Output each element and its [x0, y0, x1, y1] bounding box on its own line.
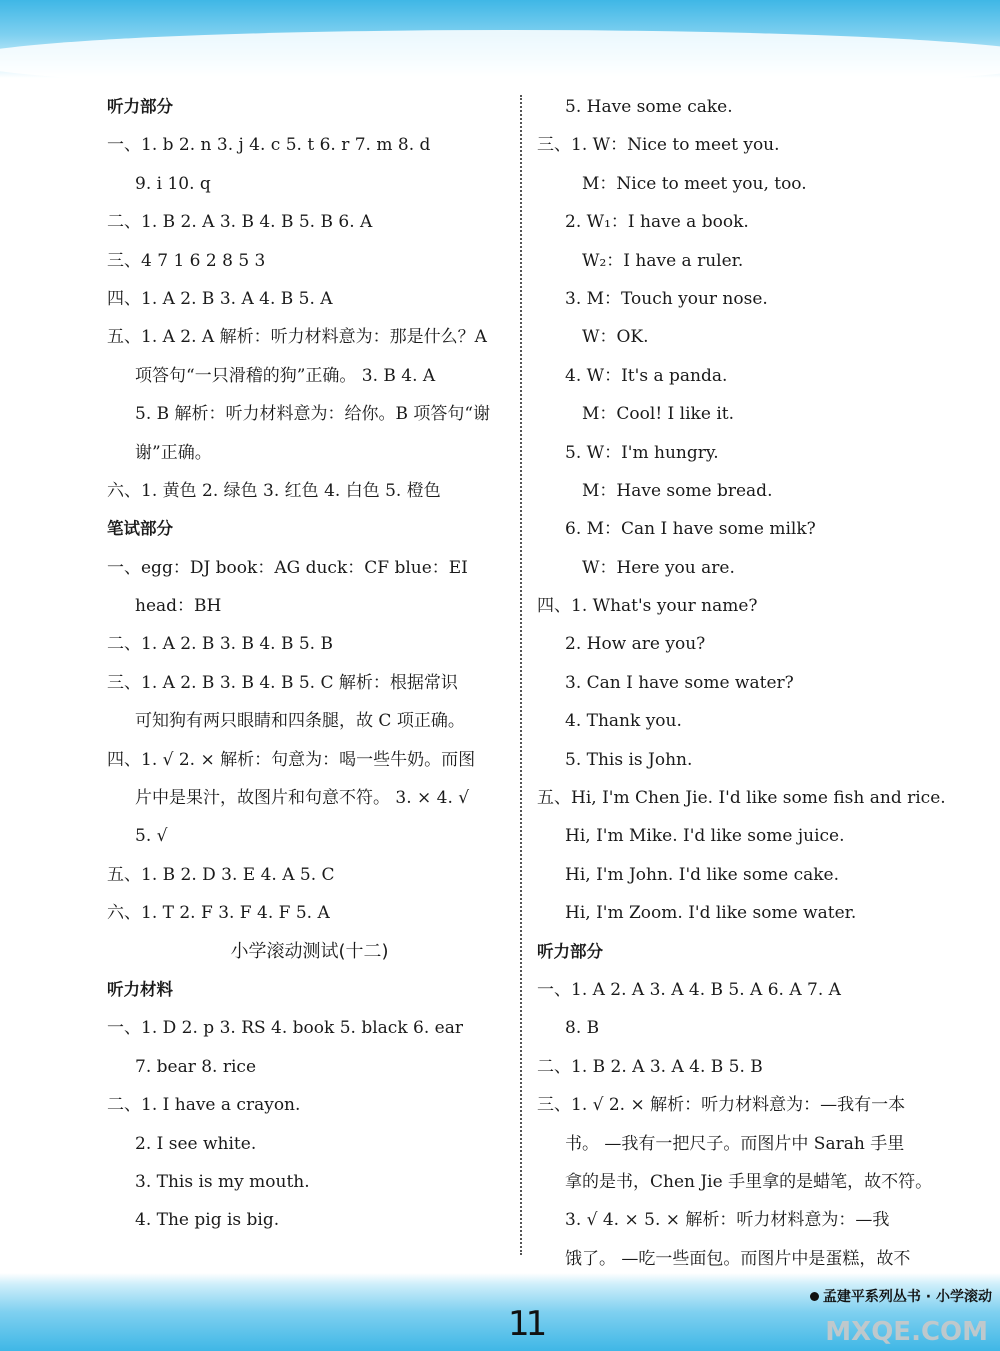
answer-line: 四、1. What's your name?	[537, 596, 758, 617]
answer-line: M：Nice to meet you, too.	[582, 173, 807, 194]
answer-line: 3. M：Touch your nose.	[565, 288, 768, 309]
answer-line: 四、1. A 2. B 3. A 4. B 5. A	[107, 288, 333, 309]
answer-line: 5. Have some cake.	[565, 97, 733, 117]
answer-line: 五、1. B 2. D 3. E 4. A 5. C	[107, 864, 335, 885]
answer-line: head：BH	[135, 596, 222, 617]
answer-line: 5. B 解析：听力材料意为：给你。B 项答句“谢	[135, 404, 491, 425]
answer-line: Hi, I'm Zoom. I'd like some water.	[565, 903, 857, 924]
answer-line: 2. How are you?	[565, 634, 706, 655]
answer-line: 一、1. A 2. A 3. A 4. B 5. A 6. A 7. A	[537, 979, 841, 1000]
answer-line: 9. i 10. q	[135, 173, 211, 194]
wave-decoration	[0, 30, 1000, 90]
answer-line: 五、Hi, I'm Chen Jie. I'd like some fish and rice.	[537, 788, 946, 809]
answer-line: 片中是果汁，故图片和句意不符。 3. × 4. √	[135, 788, 470, 809]
answer-line: 5. √	[135, 826, 168, 847]
column-divider	[520, 95, 522, 1255]
section-heading: 笔试部分	[107, 519, 173, 539]
answer-line: 8. B	[565, 1018, 600, 1039]
watermark: MXQE.COM	[825, 1317, 988, 1347]
answer-line: 3. Can I have some water?	[565, 672, 794, 693]
bullet-icon	[810, 1292, 819, 1301]
answer-line: W：Here you are.	[582, 557, 735, 578]
answer-line: 3. This is my mouth.	[135, 1171, 310, 1192]
answer-line: 二、1. B 2. A 3. B 4. B 5. B 6. A	[107, 212, 373, 233]
top-decorative-band	[0, 0, 1000, 78]
answer-line: M：Have some bread.	[582, 480, 773, 501]
answer-line: 4. Thank you.	[565, 711, 682, 732]
right-column	[537, 88, 957, 1278]
answer-line: 2. I see white.	[135, 1133, 257, 1154]
answer-line: Hi, I'm John. I'd like some cake.	[565, 864, 840, 885]
answer-line: M：Cool! I like it.	[582, 404, 734, 425]
series-text: 孟建平系列丛书 · 小学滚动	[822, 1289, 992, 1305]
answer-line: 五、1. A 2. A 解析：听力材料意为：那是什么？A	[107, 327, 487, 348]
answer-line: 5. This is John.	[565, 749, 693, 770]
answer-line: 2. W₁：I have a book.	[565, 212, 749, 233]
answer-line: 项答句“一只滑稽的狗”正确。 3. B 4. A	[135, 365, 436, 386]
page-number: 11	[508, 1304, 544, 1344]
answer-line: 4. W：It's a panda.	[565, 365, 728, 386]
answer-line: 二、1. B 2. A 3. A 4. B 5. B	[537, 1056, 763, 1077]
answer-line: 可知狗有两只眼睛和四条腿，故 C 项正确。	[135, 711, 465, 732]
answer-line: 拿的是书，Chen Jie 手里拿的是蜡笔，故不符。	[565, 1171, 933, 1192]
answer-line: W₂：I have a ruler.	[582, 250, 744, 271]
answer-line: 四、1. √ 2. × 解析：句意为：喝一些牛奶。而图	[107, 749, 476, 770]
answer-line: 一、1. D 2. p 3. RS 4. book 5. black 6. ear	[107, 1018, 463, 1039]
answer-line: 二、1. A 2. B 3. B 4. B 5. B	[107, 634, 333, 655]
answer-line: 六、1. 黄色 2. 绿色 3. 红色 4. 白色 5. 橙色	[107, 480, 441, 501]
answer-line: 谢”正确。	[135, 442, 212, 463]
left-column	[107, 88, 512, 1240]
section-heading: 听力部分	[107, 97, 173, 116]
section-heading: 听力部分	[537, 941, 603, 961]
answer-line: W：OK.	[582, 327, 649, 348]
answer-line: 六、1. T 2. F 3. F 4. F 5. A	[107, 903, 330, 924]
answer-line: 三、1. W：Nice to meet you.	[537, 135, 780, 156]
answer-line: 4. The pig is big.	[135, 1210, 280, 1231]
answer-line: 6. M：Can I have some milk?	[565, 519, 816, 540]
series-label	[810, 1286, 992, 1306]
section-heading: 听力材料	[107, 979, 173, 999]
answer-line: 5. W：I'm hungry.	[565, 442, 719, 463]
answer-line: 饿了。 —吃一些面包。而图片中是蛋糕，故不	[565, 1248, 911, 1269]
answer-line: 7. bear 8. rice	[135, 1056, 257, 1077]
answer-line: 三、1. A 2. B 3. B 4. B 5. C 解析：根据常识	[107, 672, 458, 693]
answer-line: 三、1. √ 2. × 解析：听力材料意为：—我有一本	[537, 1095, 906, 1116]
answer-line: 一、egg：DJ book：AG duck：CF blue：EI	[107, 557, 468, 578]
answer-line: 三、4 7 1 6 2 8 5 3	[107, 250, 266, 271]
section-heading: 小学滚动测试(十二)	[230, 940, 389, 962]
answer-line: 一、1. b 2. n 3. j 4. c 5. t 6. r 7. m 8. d	[107, 135, 431, 156]
answer-line: 3. √ 4. × 5. × 解析：听力材料意为：—我	[565, 1210, 890, 1231]
answer-line: Hi, I'm Mike. I'd like some juice.	[565, 826, 845, 847]
answer-line: 书。 —我有一把尺子。而图片中 Sarah 手里	[565, 1133, 905, 1154]
answer-line: 二、1. I have a crayon.	[107, 1095, 301, 1116]
